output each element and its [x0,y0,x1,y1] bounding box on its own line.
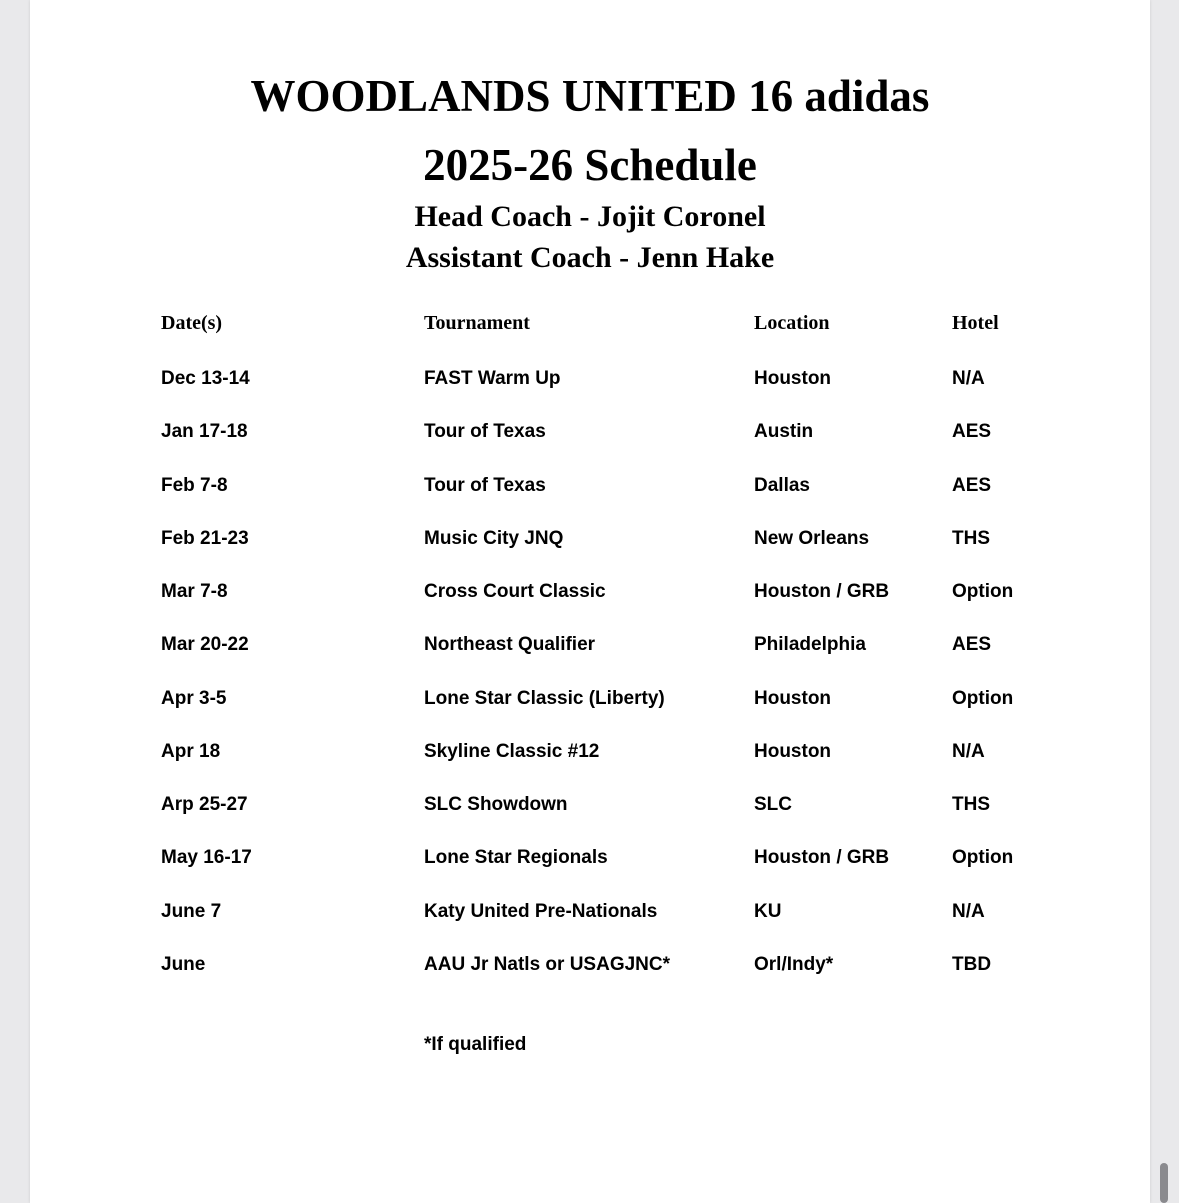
cell-location: Houston [754,368,832,389]
cell-tournament: FAST Warm Up [424,368,561,389]
header-location: Location [754,312,830,334]
cell-hotel: TBD [952,954,992,975]
cell-tournament: Cross Court Classic [424,581,606,602]
cell-date: May 16-17 [161,847,252,868]
cell-date: Feb 7-8 [161,475,228,496]
header-date: Date(s) [161,312,223,334]
cell-tournament: Tour of Texas [424,421,546,442]
cell-tournament: Katy United Pre-Nationals [424,901,658,922]
cell-hotel: N/A [952,901,985,922]
cell-date: Dec 13-14 [161,368,250,389]
cell-hotel: AES [952,475,992,496]
cell-date: Apr 3-5 [161,688,227,709]
header-hotel: Hotel [952,312,999,334]
cell-tournament: Lone Star Regionals [424,847,608,868]
cell-date: Jan 17-18 [161,421,248,442]
cell-location: SLC [754,794,792,815]
cell-hotel: N/A [952,741,985,762]
document-page [30,0,1150,1203]
cell-hotel: Option [952,847,1014,868]
cell-location: Houston [754,741,832,762]
cell-location: KU [754,901,782,922]
cell-date: Mar 20-22 [161,634,249,655]
cell-date: June [161,954,206,975]
cell-date: June 7 [161,901,222,922]
cell-date: Mar 7-8 [161,581,228,602]
cell-location: Houston [754,688,832,709]
cell-location: Houston / GRB [754,581,890,602]
cell-location: Houston / GRB [754,847,890,868]
cell-hotel: THS [952,528,990,549]
cell-tournament: Music City JNQ [424,528,564,549]
cell-location: Orl/Indy* [754,954,834,975]
cell-hotel: N/A [952,368,985,389]
cell-tournament: SLC Showdown [424,794,568,815]
cell-hotel: Option [952,688,1014,709]
cell-tournament: Lone Star Classic (Liberty) [424,688,665,709]
cell-date: Feb 21-23 [161,528,249,549]
head-coach: Head Coach - Jojit Coronel [414,200,766,233]
cell-date: Apr 18 [161,741,221,762]
scrollbar-thumb[interactable] [1160,1163,1168,1203]
assistant-coach: Assistant Coach - Jenn Hake [405,241,775,274]
cell-hotel: AES [952,421,992,442]
cell-location: Dallas [754,475,810,496]
cell-location: New Orleans [754,528,870,549]
cell-tournament: Tour of Texas [424,475,546,496]
cell-hotel: Option [952,581,1014,602]
cell-date: Arp 25-27 [161,794,248,815]
cell-tournament: Northeast Qualifier [424,634,596,655]
cell-tournament: AAU Jr Natls or USAGJNC* [424,954,670,975]
cell-hotel: THS [952,794,990,815]
document-title: WOODLANDS UNITED 16 adidas [250,71,930,121]
cell-location: Austin [754,421,814,442]
footnote: *If qualified [424,1034,527,1055]
header-tournament: Tournament [424,312,530,334]
cell-hotel: AES [952,634,992,655]
cell-location: Philadelphia [754,634,866,655]
cell-tournament: Skyline Classic #12 [424,741,600,762]
document-subtitle: 2025-26 Schedule [423,140,757,190]
